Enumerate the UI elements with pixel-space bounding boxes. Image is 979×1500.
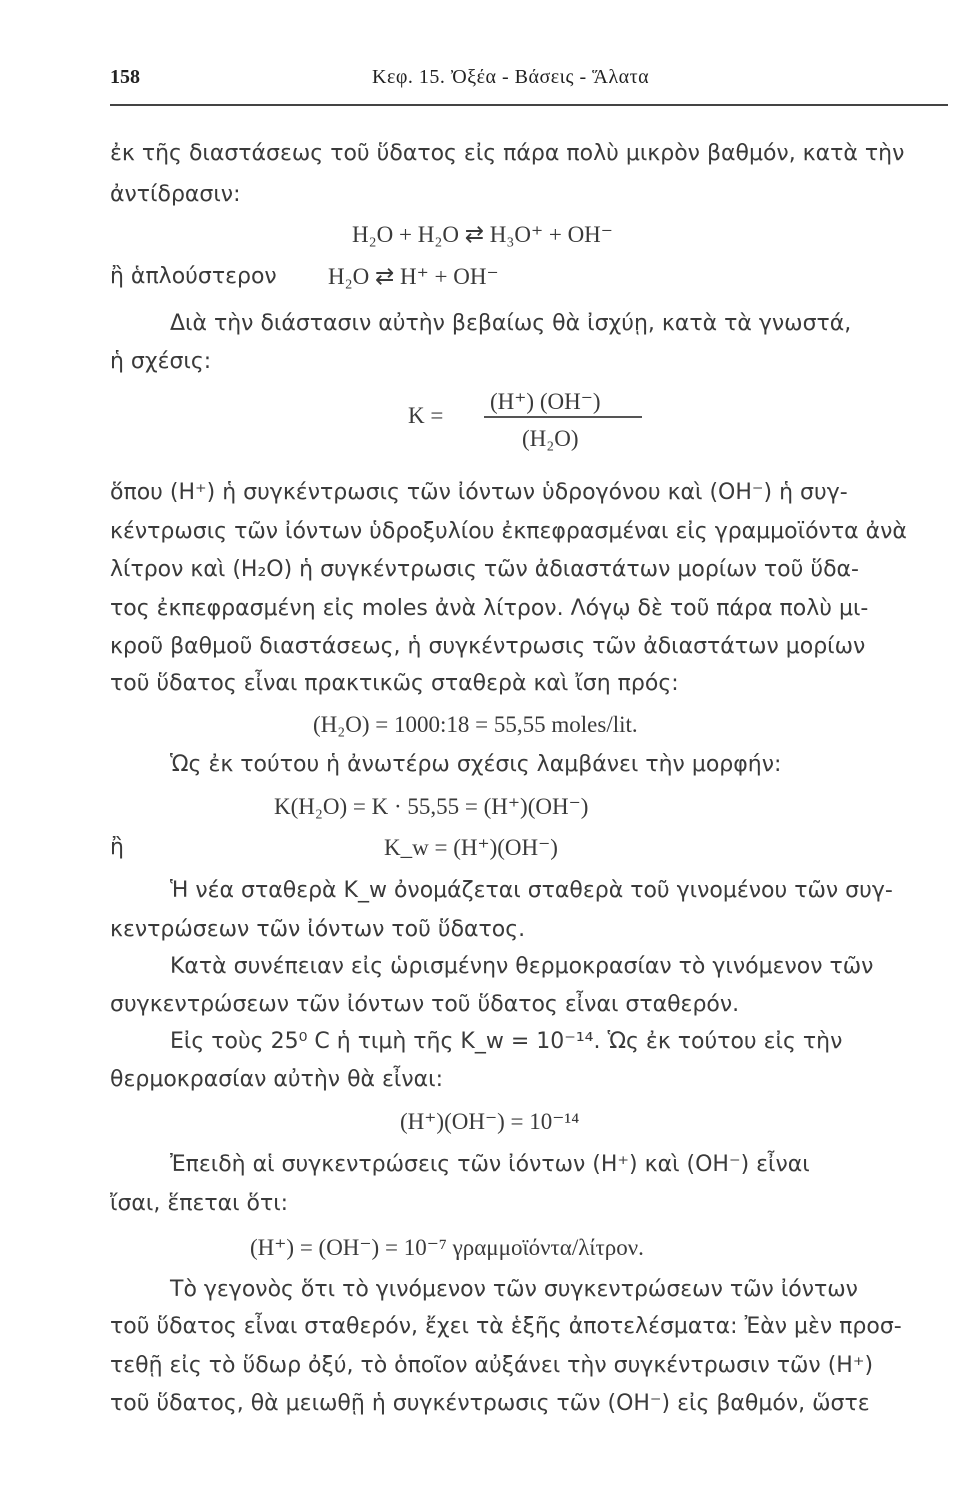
equation-k-denominator: (H₂O)	[522, 426, 579, 451]
equation-autoionization: H₂O + H₂O ⇄ H₃O⁺ + OH⁻	[352, 222, 613, 247]
equation-kw: K_w = (H⁺)(OH⁻)	[384, 835, 558, 860]
text-line: ἡ σχέσις:	[110, 349, 212, 374]
text-line: κέντρωσις τῶν ἰόντων ὑδροξυλίου ἐκπεφρασμέναι εἰς γραμμοϊόντα ἀνὰ	[110, 519, 907, 544]
fraction-bar	[484, 416, 642, 418]
text-line: λίτρον καὶ (H₂O) ἡ συγκέντρωσις τῶν ἀδιαστάτων μορίων τοῦ ὕδα-	[110, 557, 859, 582]
text-line: τεθῇ εἰς τὸ ὕδωρ ὀξύ, τὸ ὁποῖον αὐξάνει τὴν συγκέντρωσιν τῶν (H⁺)	[110, 1353, 874, 1378]
equation-ion-product: (H⁺)(OH⁻) = 10⁻¹⁴	[400, 1109, 580, 1134]
text-line: κεντρώσεων τῶν ἰόντων τοῦ ὕδατος.	[110, 917, 526, 942]
page-header	[110, 64, 948, 106]
equation-water-concentration: (H₂O) = 1000:18 = 55,55 moles/lit.	[313, 712, 638, 737]
text-line: Κατὰ συνέπειαν εἰς ὡρισμένην θερμοκρασίαν τὸ γινόμενον τῶν	[170, 954, 874, 979]
text-line: ἀντίδρασιν:	[110, 182, 241, 207]
text-line: τος ἐκπεφρασμένη εἰς moles ἀνὰ λίτρον. Λόγῳ δὲ τοῦ πάρα πολὺ μι-	[110, 596, 869, 621]
text-line: Εἰς τοὺς 25⁰ C ἡ τιμὴ τῆς K_w = 10⁻¹⁴. Ὡς ἐκ τούτου εἰς τὴν	[170, 1029, 843, 1054]
text-line: κροῦ βαθμοῦ διαστάσεως, ἡ συγκέντρωσις τῶν ἀδιαστάτων μορίων	[110, 634, 866, 659]
text-line: τοῦ ὕδατος εἶναι πρακτικῶς σταθερὰ καὶ ἴση πρός:	[110, 671, 679, 696]
text-line: θερμοκρασίαν αὐτὴν θὰ εἶναι:	[110, 1067, 444, 1092]
equation-k-numerator: (H⁺) (OH⁻)	[490, 389, 601, 414]
running-title: Κεφ. 15. Ὀξέα - Βάσεις - Ἅλατα	[372, 66, 650, 88]
text-line: ἴσαι, ἕπεται ὅτι:	[110, 1191, 289, 1216]
text-line: Ἡ νέα σταθερὰ K_w ὀνομάζεται σταθερὰ τοῦ γινομένου τῶν συγ-	[170, 878, 893, 903]
text-line: Τὸ γεγονὸς ὅτι τὸ γινόμενον τῶν συγκεντρώσεων τῶν ἰόντων	[170, 1277, 858, 1302]
text-line: ἢ ἁπλούστερον	[110, 264, 277, 289]
equation-equal-concentrations: (H⁺) = (OH⁻) = 10⁻⁷ γραμμοϊόντα/λίτρον.	[250, 1235, 644, 1260]
text-or: ἢ	[110, 835, 124, 860]
text-line: Διὰ τὴν διάστασιν αὐτὴν βεβαίως θὰ ἰσχύῃ, κατὰ τὰ γνωστά,	[170, 311, 852, 336]
text-line: ὅπου (H⁺) ἡ συγκέντρωσις τῶν ἰόντων ὑδρογόνου καὶ (OH⁻) ἡ συγ-	[110, 480, 848, 505]
page-number: 158	[110, 66, 140, 88]
equation-simple: H₂O ⇄ H⁺ + OH⁻	[328, 264, 499, 289]
equation-k-product: K(H₂O) = K · 55,55 = (H⁺)(OH⁻)	[274, 794, 589, 819]
text-line: Ὡς ἐκ τούτου ἡ ἀνωτέρω σχέσις λαμβάνει τὴν μορφήν:	[170, 752, 782, 777]
text-line: ἐκ τῆς διαστάσεως τοῦ ὕδατος εἰς πάρα πολὺ μικρὸν βαθμόν, κατὰ τὴν	[110, 141, 905, 166]
equation-k-lhs: K =	[408, 403, 444, 428]
text-line: τοῦ ὕδατος εἶναι σταθερόν, ἔχει τὰ ἑξῆς ἀποτελέσματα: Ἐὰν μὲν προσ-	[110, 1314, 902, 1339]
text-line: συγκεντρώσεων τῶν ἰόντων τοῦ ὕδατος εἶναι σταθερόν.	[110, 992, 740, 1017]
text-line: τοῦ ὕδατος, θὰ μειωθῇ ἡ συγκέντρωσις τῶν (OH⁻) εἰς βαθμόν, ὥστε	[110, 1391, 870, 1416]
text-line: Ἐπειδὴ αἱ συγκεντρώσεις τῶν ἰόντων (H⁺) καὶ (OH⁻) εἶναι	[170, 1152, 810, 1177]
